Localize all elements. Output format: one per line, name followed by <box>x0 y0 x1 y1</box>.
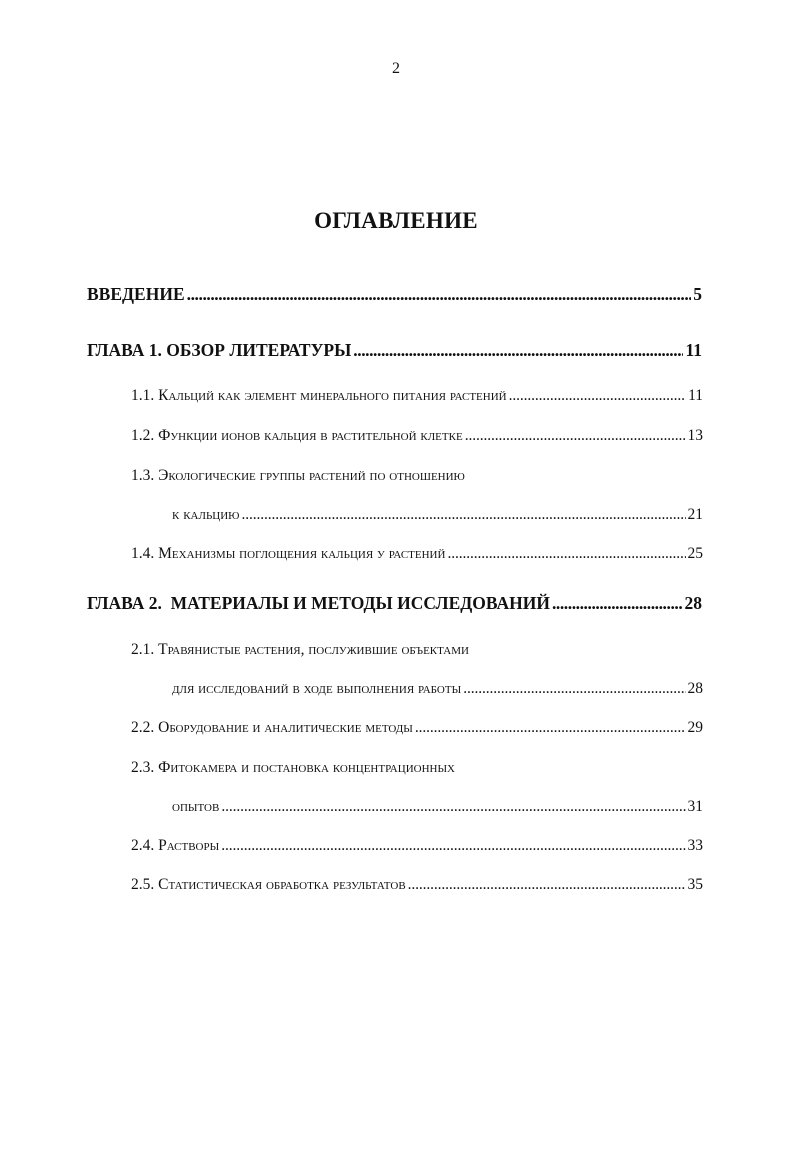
section-number: 1.4. <box>131 545 155 562</box>
section-number: 2.3. <box>131 759 155 776</box>
toc-entry-intro[interactable] <box>87 284 702 305</box>
toc-entry-section-1-4[interactable] <box>131 545 703 563</box>
toc-entry-label: ГЛАВА 1. ОБЗОР ЛИТЕРАТУРЫ <box>87 340 352 360</box>
toc-entry-page: 31 <box>687 798 703 815</box>
toc-entry-page: 28 <box>684 593 702 613</box>
section-number: 2.2. <box>131 719 155 736</box>
toc-entry-page: 13 <box>687 427 703 444</box>
toc-entry-section-1-3[interactable] <box>131 467 465 485</box>
section-title: Механизмы поглощения кальция у растений <box>158 545 446 562</box>
toc-entry-page: 33 <box>687 837 703 854</box>
toc-entry-page: 28 <box>687 680 703 697</box>
toc-title: ОГЛАВЛЕНИЕ <box>314 208 478 233</box>
section-title: Растворы <box>158 837 220 854</box>
section-title: Функции ионов кальция в растительной клетке <box>158 427 463 444</box>
toc-entry-section-1-3-cont[interactable] <box>172 506 703 524</box>
toc-entry-section-2-1[interactable] <box>131 641 469 659</box>
section-number: 1.2. <box>131 427 155 444</box>
toc-entry-page: 11 <box>688 387 703 404</box>
dot-leader <box>463 680 685 698</box>
section-title-cont: опытов <box>172 798 220 815</box>
dot-leader <box>241 506 685 524</box>
toc-entry-chapter-1[interactable] <box>87 340 702 361</box>
toc-entry-section-2-3[interactable] <box>131 759 455 777</box>
dot-leader <box>415 719 686 737</box>
toc-entry-page: 25 <box>687 545 703 562</box>
toc-entry-section-2-1-cont[interactable] <box>172 680 703 698</box>
toc-entry-label <box>131 719 413 737</box>
dot-leader <box>353 340 683 361</box>
toc-entry-page: 35 <box>687 876 703 893</box>
dot-leader <box>465 427 686 445</box>
toc-entry-section-2-2[interactable] <box>131 719 703 737</box>
dot-leader <box>552 593 683 614</box>
toc-entry-section-2-3-cont[interactable] <box>172 798 703 816</box>
toc-entry-page: 5 <box>693 284 702 304</box>
dot-leader <box>509 387 686 405</box>
toc-entry-section-1-1[interactable] <box>131 387 703 405</box>
section-number: 2.4. <box>131 837 155 854</box>
section-number: 2.1. <box>131 641 155 658</box>
toc-entry-label <box>131 387 507 405</box>
toc-entry-label: ГЛАВА 2. МАТЕРИАЛЫ И МЕТОДЫ ИССЛЕДОВАНИЙ <box>87 593 550 613</box>
dot-leader <box>221 837 685 855</box>
toc-entry-section-1-2[interactable] <box>131 427 703 445</box>
toc-entry-label: ВВЕДЕНИЕ <box>87 284 185 304</box>
toc-entry-chapter-2[interactable] <box>87 593 702 614</box>
section-title: Кальций как элемент минерального питания растений <box>158 387 507 404</box>
toc-entry-label <box>131 876 406 894</box>
section-title-cont: для исследований в ходе выполнения работы <box>172 680 462 697</box>
section-number: 1.1. <box>131 387 155 404</box>
section-title-cont: к кальцию <box>172 506 240 523</box>
section-title: Оборудование и аналитические методы <box>158 719 413 736</box>
toc-entry-section-2-4[interactable] <box>131 837 703 855</box>
dot-leader <box>221 798 685 816</box>
toc-entry-page: 11 <box>685 340 702 360</box>
dot-leader <box>187 284 692 305</box>
section-title: Травянистые растения, послужившие объектами <box>158 641 469 658</box>
dot-leader <box>447 545 685 563</box>
section-title: Экологические группы растений по отношению <box>158 467 465 484</box>
section-number: 1.3. <box>131 467 155 484</box>
section-number: 2.5. <box>131 876 155 893</box>
toc-entry-label <box>131 427 463 445</box>
page-number: 2 <box>392 60 400 77</box>
toc-entry-label <box>131 545 445 563</box>
toc-entry-label <box>131 837 219 855</box>
dot-leader <box>408 876 686 894</box>
toc-entry-page: 21 <box>687 506 703 523</box>
toc-entry-page: 29 <box>687 719 703 736</box>
section-title: Фитокамера и постановка концентрационных <box>158 759 456 776</box>
section-title: Статистическая обработка результатов <box>158 876 406 893</box>
toc-entry-section-2-5[interactable] <box>131 876 703 894</box>
